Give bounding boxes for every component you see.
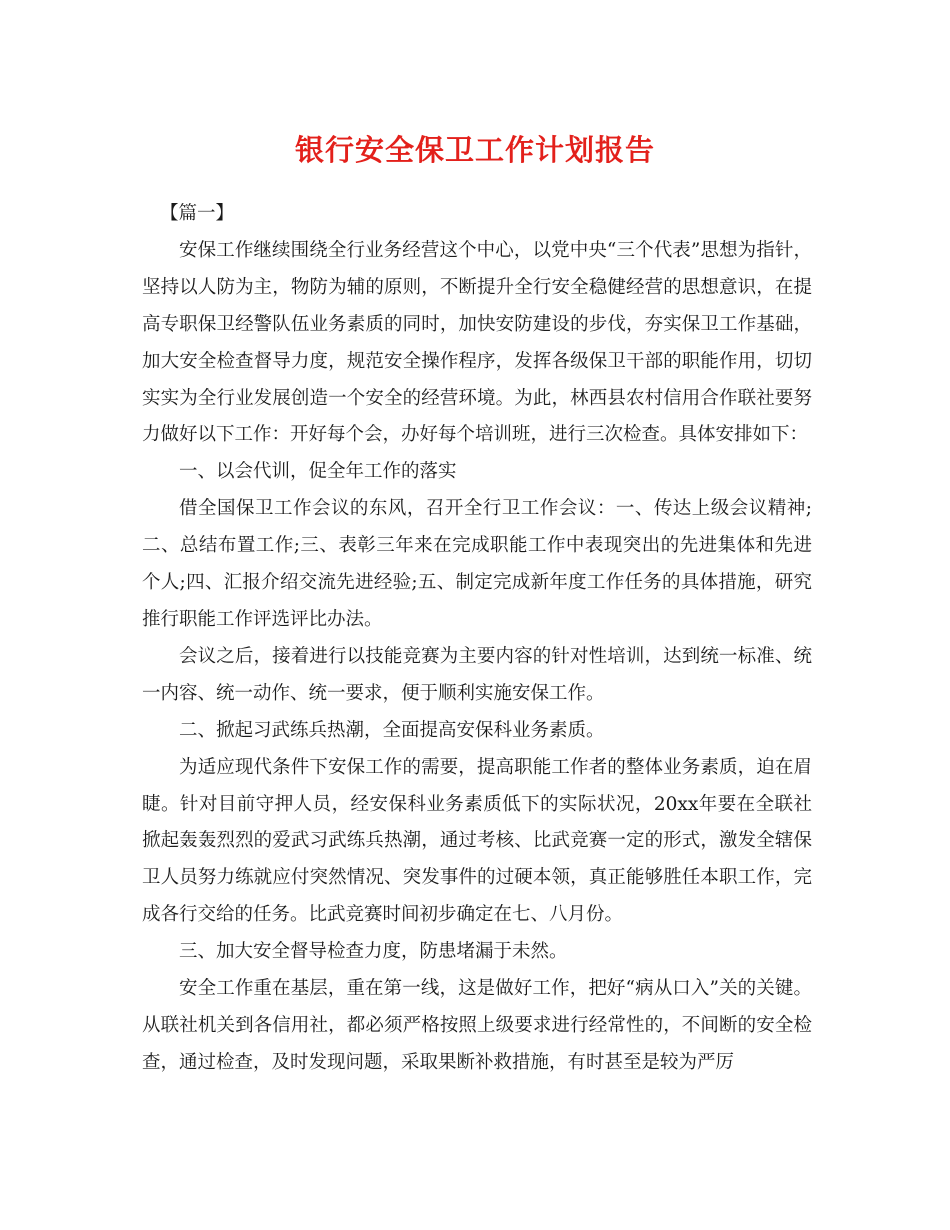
paragraph-inspection: 安全工作重在基层，重在第一线，这是做好工作，把好“病从口入”关的关键。从联社机关到各信用社，都必须严格按照上级要求进行经常性的，不间断的安全检查，通过检查，及时发现问题，采取果断补救措施，有时甚至是较为严厉 [142,978,812,1073]
paragraph-competition: 为适应现代条件下安保工作的需要，提高职能工作者的整体业务素质，迫在眉睫。针对目前守押人员，经安保科业务素质低下的实际状况，20xx年要在全联社掀起轰轰烈烈的爱武习武练兵热潮，通过考核、比武竞赛一定的形式，激发全辖保卫人员努力练就应付突然情况、突发事件的过硬本领，真正能够胜任本职工作，完成各行交给的任务。比武竞赛时间初步确定在七、八月份。 [142,756,812,926]
heading-section-2: 二、掀起习武练兵热潮，全面提高安保科业务素质。 [179,719,605,741]
section-label: 【篇一】 [160,203,235,224]
document-title: 银行安全保卫工作计划报告 [294,133,655,167]
paragraph-intro: 安保工作继续围绕全行业务经营这个中心，以党中央“三个代表”思想为指针，坚持以人防为主，物防为辅的原则，不断提升全行安全稳健经营的思想意识，在提高专职保卫经警队伍业务素质的同时，加快安防建设的步伐，夯实保卫工作基础，加大安全检查督导力度，规范安全操作程序，发挥各级保卫干部的职能作用，切切实实为全行业发展创造一个安全的经营环境。为此，林西县农村信用合作联社要努力做好以下工作：开好每个会，办好每个培训班，进行三次检查。具体安排如下： [142,239,812,446]
document-body [142,196,812,1082]
paragraph-training: 会议之后，接着进行以技能竞赛为主要内容的针对性培训，达到统一标准、统一内容、统一动作、统一要求，便于顺利实施安保工作。 [142,645,812,704]
heading-section-1: 一、以会代训，促全年工作的落实 [179,461,457,483]
paragraph-meeting: 借全国保卫工作会议的东风，召开全行卫工作会议：一、传达上级会议精神;二、总结布置工作;三、表彰三年来在完成职能工作中表现突出的先进集体和先进个人;四、汇报介绍交流先进经验;五、制定完成新年度工作任务的具体措施，研究推行职能工作评选评比办法。 [142,498,812,630]
heading-section-3: 三、加大安全督导检查力度，防患堵漏于未然。 [179,941,568,963]
